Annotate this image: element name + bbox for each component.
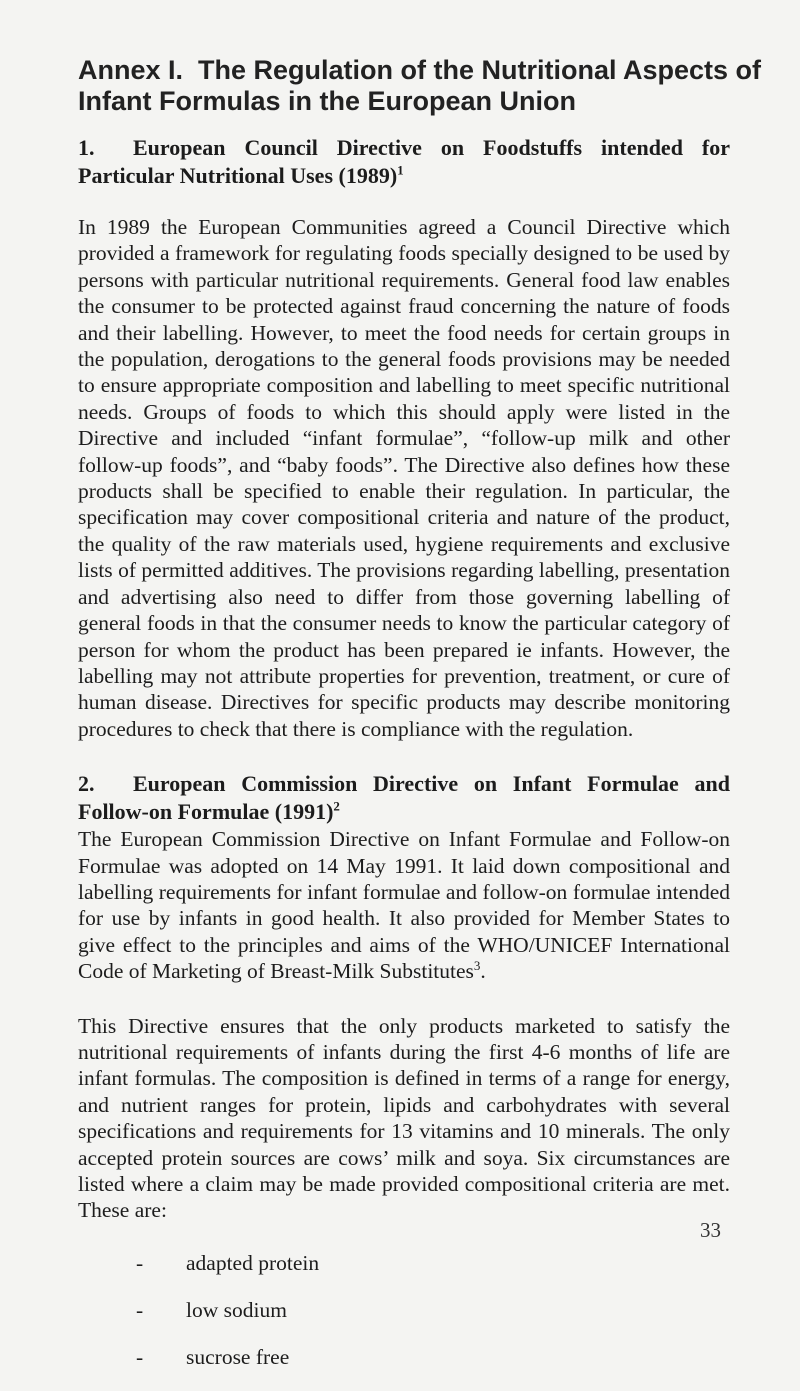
section-2-footnote-ref: 2 (333, 798, 340, 814)
list-item-label: adapted protein (186, 1250, 320, 1275)
list-item (78, 1250, 730, 1297)
section-2-heading (78, 770, 730, 826)
list-dash: - (136, 1250, 144, 1275)
list-item (78, 1297, 730, 1344)
annex-title-line-1: Annex I. The Regulation of the Nutritional Aspects of (78, 55, 762, 85)
list-item-label: sucrose free (186, 1344, 290, 1369)
section-1-paragraph: In 1989 the European Communities agreed a Council Directive which provided a framework for regulating foods specially designed to be used by persons with particular nutritional requirements. General food law enables the consumer to be protected against fraud concerning the nature of foods and their labelling. However, to meet the food needs for certain groups in the population, derogations to the general foods provisions may be needed to ensure appropriate composition and labelling to meet specific nutritional needs. Groups of foods to which this should apply were listed in the Directive and included “infant formulae”, “follow-up milk and other follow-up foods”, and “baby foods”. The Directive also defines how these products shall be specified to enable their regulation. In particular, the specification may cover compositional criteria and nature of the product, the quality of the raw materials used, hygiene requirements and exclusive lists of permitted additives. The provisions regarding labelling, presentation and advertising also need to differ from those governing labelling of general foods in that the consumer needs to know the particular category of person for whom the product has been prepared ie infants. However, the labelling may not attribute properties for prevention, treatment, or cure of human disease. Directives for specific products may describe monitoring procedures to check that there is compliance with the regulation. (78, 215, 730, 741)
list-item (78, 1344, 730, 1391)
annex-title (78, 55, 762, 117)
list-item-label: low sodium (186, 1297, 287, 1322)
section-2-paragraph (78, 826, 730, 984)
directive-paragraph: This Directive ensures that the only products marketed to satisfy the nutritional requirements of infants during the first 4-6 months of life are infant formulas. The composition is defined in terms of a range for energy, and nutrient ranges for protein, lipids and carbohydrates with several specifications and requirements for 13 vitamins and 10 minerals. The only accepted protein sources are cows’ milk and soya. Six circumstances are listed where a claim may be made provided compositional criteria are met. These are: (78, 1013, 730, 1223)
section-2-paragraph-text: The European Commission Directive on Infant Formulae and Follow-on Formulae was adopted on 14 May 1991. It laid down compositional and labelling requirements for infant formulae and follow-on formulae intended for use by infants in good health. It also provided for Member States to give effect to the principles and aims of the WHO/UNICEF International Code of Marketing of Breast-Milk Substitutes (78, 827, 730, 984)
section-1-number: 1. (78, 135, 95, 160)
section-1-heading-text: European Council Directive on Foodstuffs intended for Particular Nutritional Uses (1989) (78, 135, 730, 188)
section-2-paragraph-end: . (480, 959, 486, 984)
claims-list (78, 1250, 730, 1391)
annex-title-line-2: Infant Formulas in the European Union (78, 86, 577, 116)
list-dash: - (136, 1297, 144, 1322)
section-2-heading-text: European Commission Directive on Infant Formulae and Follow-on Formulae (1991) (78, 771, 730, 825)
section-1-heading (78, 134, 730, 190)
document-page (78, 55, 762, 1391)
list-dash: - (136, 1344, 144, 1369)
section-1-footnote-ref: 1 (397, 162, 404, 178)
section-2-number: 2. (78, 771, 95, 797)
section-2-paragraph-footnote: 3 (473, 958, 481, 973)
page-number: 33 (700, 1218, 721, 1242)
